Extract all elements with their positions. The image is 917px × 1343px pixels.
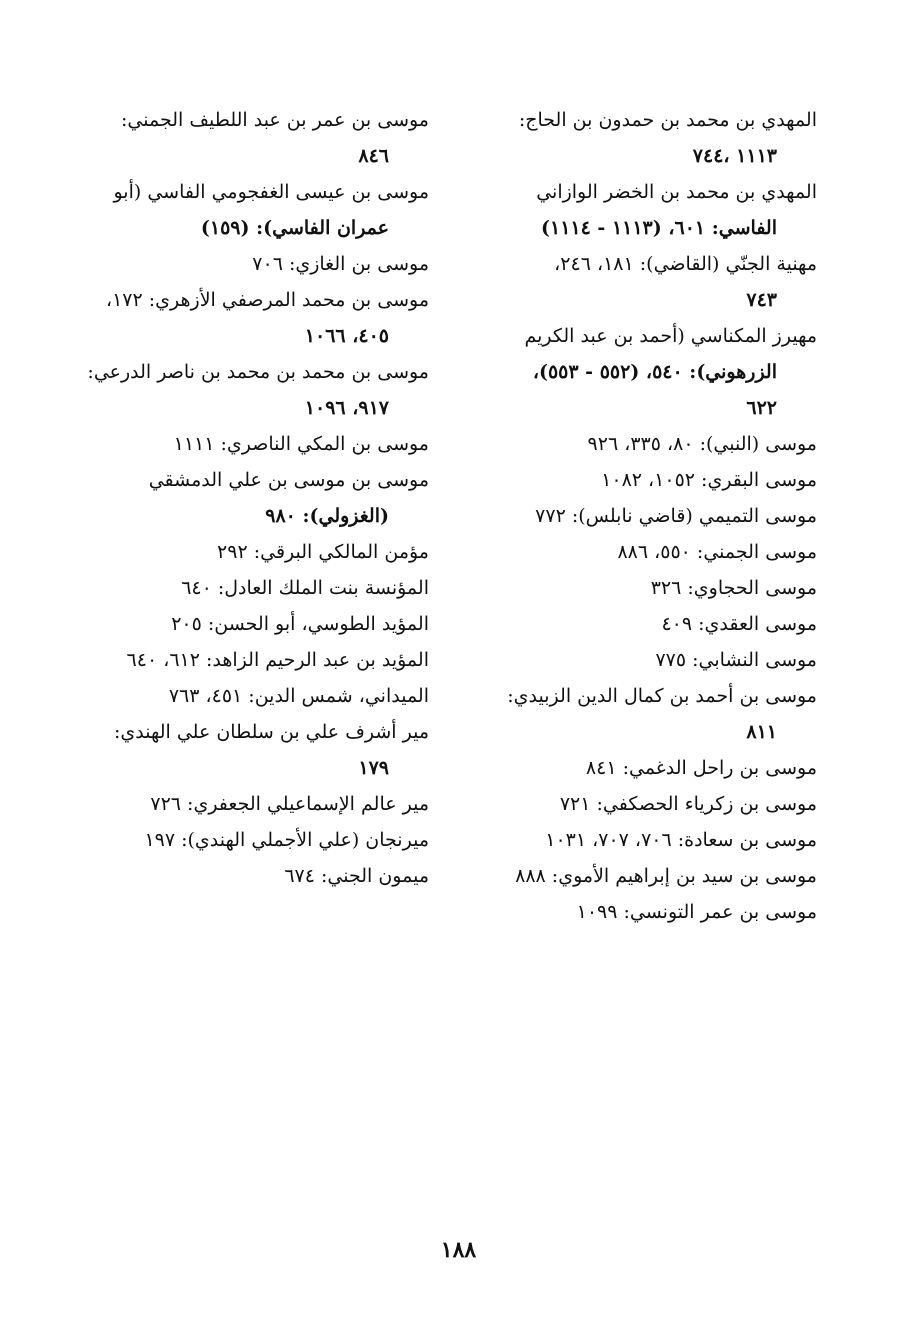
- index-entry-text: المؤيد بن عبد الرحيم الزاهد: ٦١٢، ٦٤٠: [126, 649, 429, 671]
- index-entry: [462, 786, 817, 822]
- index-entry-text: موسى بن الغازي: ٧٠٦: [252, 253, 429, 275]
- index-entry-text: ميرنجان (علي الأجملي الهندي): ١٩٧: [144, 829, 429, 851]
- index-entry: [77, 174, 429, 246]
- index-entry-text: المؤنسة بنت الملك العادل: ٦٤٠: [181, 577, 429, 599]
- index-entry-text: موسى بن راحل الدغمي: ٨٤١: [585, 757, 817, 779]
- index-entry-text: الميداني، شمس الدين: ٤٥١، ٧٦٣: [168, 685, 429, 707]
- index-entry-continuation: ٤٠٥، ١٠٦٦: [304, 325, 389, 347]
- index-entry: [462, 642, 817, 678]
- index-entry-continuation: ٦٢٢: [746, 397, 777, 419]
- index-entry: [77, 822, 429, 858]
- index-entry-text: موسى بن زكرياء الحصكفي: ٧٢١: [559, 793, 817, 815]
- index-entry: [77, 606, 429, 642]
- index-entry: [462, 246, 817, 318]
- index-entry-text: موسى بن أحمد بن كمال الدين الزبيدي:: [507, 685, 817, 707]
- index-entry-continuation: ١١١٣ ،٧٤٤: [692, 145, 777, 167]
- index-entry-text: المؤيد الطوسي، أبو الحسن: ٢٠٥: [171, 613, 429, 635]
- index-entry-text: موسى البقري: ١٠٥٢، ١٠٨٢: [601, 469, 817, 491]
- index-entry-continuation: الفاسي: ٦٠١، (١١١٣ - ١١١٤): [540, 217, 777, 239]
- index-entry: [77, 642, 429, 678]
- index-entry: [77, 246, 429, 282]
- index-entry: [462, 894, 817, 930]
- index-entry: [462, 822, 817, 858]
- index-entry: [77, 858, 429, 894]
- index-entry-text: ميمون الجني: ٦٧٤: [284, 865, 429, 887]
- index-entry-text: موسى (النبي): ٨٠، ٣٣٥، ٩٢٦: [587, 433, 817, 455]
- index-entry-text: موسى التميمي (قاضي نابلس): ٧٧٢: [535, 505, 817, 527]
- index-entry-text: موسى الجمني: ٥٥٠، ٨٨٦: [617, 541, 817, 563]
- index-entry-text: موسى بن عيسى الغفجومي الفاسي (أبو: [113, 181, 429, 203]
- index-entry: [77, 570, 429, 606]
- index-entry: [77, 282, 429, 354]
- index-entry-text: موسى بن عمر بن عبد اللطيف الجمني:: [121, 109, 429, 131]
- index-entry: [77, 786, 429, 822]
- index-entry: [462, 534, 817, 570]
- index-entry-text: موسى بن محمد المرصفي الأزهري: ١٧٢،: [105, 289, 429, 311]
- index-entry-text: موسى بن المكي الناصري: ١١١١: [173, 433, 429, 455]
- index-entry: [77, 534, 429, 570]
- index-entry: [462, 426, 817, 462]
- index-entry-continuation: الزرهوني): ٥٤٠، (٥٥٢ - ٥٥٣)،: [532, 361, 777, 383]
- index-entry: [462, 102, 817, 174]
- index-entry-text: موسى بن سيد بن إبراهيم الأموي: ٨٨٨: [515, 865, 817, 887]
- index-entry-text: المهدي بن محمد بن الخضر الوازاني: [536, 181, 817, 203]
- index-entry-text: موسى بن موسى بن علي الدمشقي: [148, 469, 429, 491]
- index-entry: [77, 678, 429, 714]
- index-entry-text: مهيرز المكناسي (أحمد بن عبد الكريم: [524, 325, 817, 347]
- index-entry: [77, 714, 429, 786]
- index-entry: [77, 462, 429, 534]
- index-entry: [462, 570, 817, 606]
- index-entry-text: المهدي بن محمد بن حمدون بن الحاج:: [518, 109, 817, 131]
- index-entry-text: موسى العقدي: ٤٠٩: [661, 613, 817, 635]
- index-entry: [462, 462, 817, 498]
- index-entry: [462, 858, 817, 894]
- index-entry-text: موسى بن عمر التونسي: ١٠٩٩: [576, 901, 817, 923]
- index-entry: [462, 318, 817, 426]
- index-entry-text: مير أشرف علي بن سلطان علي الهندي:: [113, 721, 429, 743]
- index-entry: [77, 102, 429, 174]
- index-entry-text: موسى الحجاوي: ٣٢٦: [650, 577, 817, 599]
- index-entry: [462, 678, 817, 750]
- index-entry: [462, 174, 817, 246]
- index-entry-continuation: ٧٤٣: [746, 289, 777, 311]
- index-entry-text: مير عالم الإسماعيلي الجعفري: ٧٢٦: [150, 793, 429, 815]
- index-entry: [462, 498, 817, 534]
- index-column-left: [77, 102, 429, 894]
- index-entry-text: موسى بن محمد بن محمد بن ناصر الدرعي:: [87, 361, 429, 383]
- index-entry-continuation: ٨١١: [746, 721, 777, 743]
- index-entry-text: مؤمن المالكي البرقي: ٢٩٢: [217, 541, 429, 563]
- index-entry-text: موسى النشابي: ٧٧٥: [655, 649, 817, 671]
- index-entry: [77, 426, 429, 462]
- index-entry-continuation: ٨٤٦: [358, 145, 389, 167]
- index-column-right: [462, 102, 817, 930]
- index-entry-text: موسى بن سعادة: ٧٠٦، ٧٠٧، ١٠٣١: [545, 829, 817, 851]
- index-entry-continuation: (الغزولي): ٩٨٠: [265, 505, 389, 527]
- index-entry-text: مهنية الجنّي (القاضي): ١٨١، ٢٤٦،: [554, 253, 817, 275]
- index-entry: [462, 606, 817, 642]
- index-entry: [77, 354, 429, 426]
- index-entry-continuation: ٩١٧، ١٠٩٦: [304, 397, 389, 419]
- index-entry-continuation: ١٧٩: [358, 757, 389, 779]
- index-entry-continuation: عمران الفاسي): (١٥٩): [200, 217, 389, 239]
- page-number: ١٨٨: [440, 1237, 477, 1263]
- index-entry: [462, 750, 817, 786]
